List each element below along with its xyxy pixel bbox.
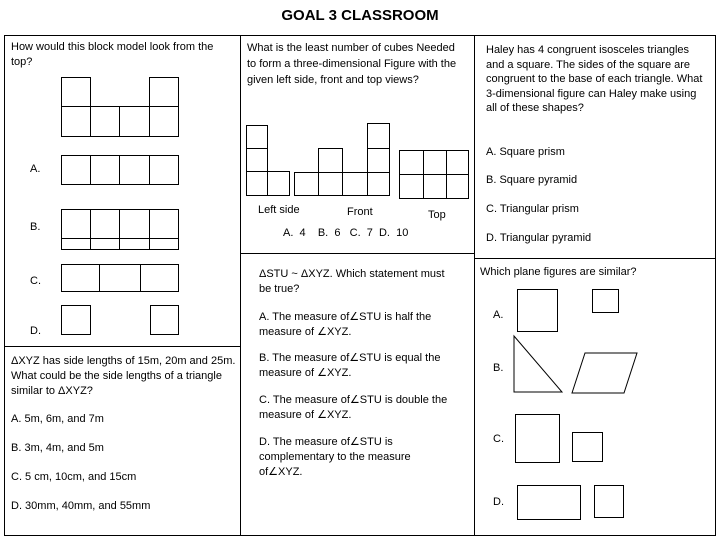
q3-option-d[interactable]: D. Triangular pyramid — [486, 232, 592, 244]
parallelogram-shape — [572, 353, 637, 393]
block — [150, 305, 179, 335]
q1-option-c-label[interactable]: C. — [30, 275, 41, 287]
block — [90, 209, 120, 239]
block — [367, 172, 390, 196]
block — [61, 209, 91, 239]
row-divider-right — [474, 258, 716, 259]
q3-option-c[interactable]: C. Triangular prism — [486, 203, 579, 215]
block — [61, 77, 91, 107]
q4-option-c[interactable]: C. 5 cm, 10cm, and 15cm — [11, 471, 137, 483]
rectangle-shape — [517, 485, 581, 520]
q1-option-b-label[interactable]: B. — [30, 221, 41, 233]
q6-option-a-label[interactable]: A. — [493, 309, 504, 321]
block — [399, 150, 424, 175]
square-shape — [572, 432, 603, 462]
q4-option-b[interactable]: B. 3m, 4m, and 5m — [11, 442, 104, 454]
block — [149, 106, 179, 137]
block — [140, 264, 179, 292]
q1-prompt: How would this block model look from the top? — [11, 41, 214, 68]
q5-option-c[interactable]: C. The measure of∠STU is double the measure of ∠XYZ. — [259, 394, 448, 421]
block — [399, 174, 424, 199]
block — [246, 125, 268, 149]
block — [294, 172, 319, 196]
q2-choices[interactable]: A. 4 B. 6 C. 7 D. 10 — [283, 227, 409, 239]
block — [423, 150, 447, 175]
q2-view-label-left: Left side — [258, 204, 300, 216]
row-divider-left — [4, 346, 241, 347]
q4-option-a[interactable]: A. 5m, 6m, and 7m — [11, 413, 104, 425]
block — [267, 171, 290, 196]
rectangle-shape — [515, 414, 560, 463]
q2-prompt: What is the least number of cubes Needed to form a three-dimensional Figure with the given left side, front and top views? — [247, 42, 457, 86]
q5-option-a[interactable]: A. The measure of∠STU is half the measure of ∠XYZ. — [259, 311, 432, 338]
q4-option-d[interactable]: D. 30mm, 40mm, and 55mm — [11, 500, 151, 512]
q5-option-b[interactable]: B. The measure of∠STU is equal the measure of ∠XYZ. — [259, 352, 441, 379]
page-title: GOAL 3 CLASSROOM — [281, 7, 439, 24]
q3-option-a[interactable]: A. Square prism — [486, 146, 565, 158]
block — [246, 171, 268, 196]
block — [61, 155, 91, 185]
rectangle-shape — [594, 485, 624, 518]
right-triangle-shape — [514, 336, 562, 392]
top-border — [4, 35, 716, 36]
q3-prompt: Haley has 4 congruent isosceles triangles and a square. The sides of the square are congruent to the base of each triangle. What 3-dimensional figure can Haley make using all of these shapes? — [486, 44, 703, 114]
block — [246, 148, 268, 172]
q6-option-b-label[interactable]: B. — [493, 362, 504, 374]
block — [149, 209, 179, 239]
block — [119, 238, 150, 250]
right-border — [715, 35, 716, 536]
left-border — [4, 35, 5, 536]
block — [90, 238, 120, 250]
block — [367, 123, 390, 149]
q6-prompt: Which plane figures are similar? — [480, 266, 637, 278]
q5-option-d[interactable]: D. The measure of∠STU is complementary to the measure of∠XYZ. — [259, 436, 411, 478]
q2-view-label-front: Front — [347, 206, 373, 218]
row-divider-middle — [240, 253, 475, 254]
square-shape — [517, 289, 558, 332]
q6-option-c-label[interactable]: C. — [493, 433, 504, 445]
block — [119, 155, 150, 185]
block — [61, 238, 91, 250]
block — [119, 209, 150, 239]
block — [446, 174, 469, 199]
block — [318, 148, 343, 173]
bottom-border — [4, 535, 716, 536]
square-shape — [592, 289, 619, 313]
block — [61, 264, 100, 292]
column-divider-1 — [240, 35, 241, 536]
block — [423, 174, 447, 199]
block — [99, 264, 141, 292]
block — [149, 155, 179, 185]
block — [90, 106, 120, 137]
block — [119, 106, 150, 137]
q2-view-label-top: Top — [428, 209, 446, 221]
block — [367, 148, 390, 173]
block — [149, 238, 179, 250]
q1-option-a-label[interactable]: A. — [30, 163, 41, 175]
block — [90, 155, 120, 185]
q6-option-d-label[interactable]: D. — [493, 496, 504, 508]
block — [61, 305, 91, 335]
q4-prompt: ΔXYZ has side lengths of 15m, 20m and 25m. What could be the side lengths of a triangle similar to ΔXYZ? — [11, 355, 236, 397]
block — [149, 77, 179, 107]
q5-prompt: ΔSTU ~ ΔXYZ. Which statement must be true? — [259, 268, 445, 295]
q1-option-d-label[interactable]: D. — [30, 325, 41, 337]
block — [318, 172, 343, 196]
block — [446, 150, 469, 175]
block — [61, 106, 91, 137]
column-divider-2 — [474, 35, 475, 536]
block — [342, 172, 368, 196]
q3-option-b[interactable]: B. Square pyramid — [486, 174, 578, 186]
